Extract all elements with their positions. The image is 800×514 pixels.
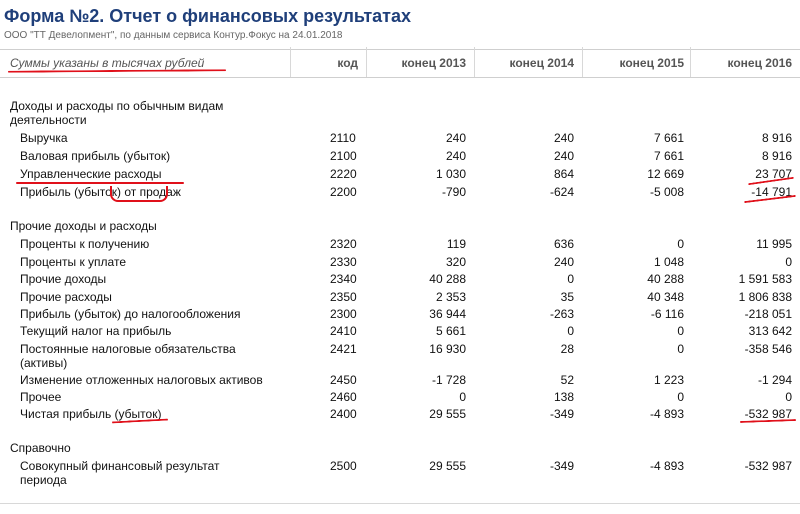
row-label: Проценты к получению xyxy=(20,237,150,251)
column-separator xyxy=(366,47,367,77)
units-note: Суммы указаны в тысячах рублей xyxy=(10,56,205,70)
value-2013: 5 661 xyxy=(435,324,466,338)
value-2016: -1 294 xyxy=(757,373,792,387)
row-code: 2330 xyxy=(330,255,357,269)
table-bottom-rule xyxy=(0,503,800,504)
value-2016: -14 791 xyxy=(751,185,792,199)
column-separator xyxy=(474,47,475,77)
value-2016: 23 707 xyxy=(755,167,792,181)
row-label: Изменение отложенных налоговых активов xyxy=(20,373,263,387)
row-code: 2460 xyxy=(330,390,357,404)
value-2013: -1 728 xyxy=(431,373,466,387)
value-2016: -358 546 xyxy=(744,342,792,356)
value-2015: 0 xyxy=(677,237,684,251)
value-2014: -624 xyxy=(549,185,574,199)
value-2016: -218 051 xyxy=(744,307,792,321)
value-2014: 240 xyxy=(553,255,574,269)
report-title: Форма №2. Отчет о финансовых результатах xyxy=(4,6,412,26)
loss-from-sales-bracket-mark xyxy=(110,186,168,202)
value-2014: 636 xyxy=(553,237,574,251)
row-label: Прибыль (убыток) до налогообложения xyxy=(20,307,241,321)
header-top-rule xyxy=(0,49,800,50)
value-2015: 40 348 xyxy=(647,290,684,304)
value-2014: -349 xyxy=(549,407,574,421)
value-2013: 0 xyxy=(459,390,466,404)
value-2013: 1 030 xyxy=(435,167,466,181)
column-header-2014: конец 2014 xyxy=(509,56,574,70)
value-2013: 36 944 xyxy=(429,307,466,321)
row-label: Текущий налог на прибыль xyxy=(20,324,172,338)
value-2015: -4 893 xyxy=(649,407,684,421)
value-2014: 240 xyxy=(553,131,574,145)
value-2016: 1 591 583 xyxy=(738,272,792,286)
value-2016: -532 987 xyxy=(744,407,792,421)
value-2013: 119 xyxy=(446,237,466,251)
row-code: 2220 xyxy=(330,167,357,181)
row-code: 2500 xyxy=(330,459,357,473)
row-label: Прибыль (убыток) от продаж xyxy=(20,185,181,199)
value-2014: 0 xyxy=(567,324,574,338)
value-2013: 320 xyxy=(445,255,466,269)
row-code: 2320 xyxy=(330,237,357,251)
column-separator xyxy=(290,47,291,77)
value-2013: 29 555 xyxy=(429,459,466,473)
value-2015: 0 xyxy=(677,390,684,404)
value-2015: -6 116 xyxy=(650,307,684,321)
row-label: Управленческие расходы xyxy=(20,167,162,181)
row-label: Выручка xyxy=(20,131,68,145)
value-2014: 52 xyxy=(560,373,574,387)
value-2016: 0 xyxy=(785,390,792,404)
value-2014: -263 xyxy=(549,307,574,321)
row-code: 2421 xyxy=(330,342,357,356)
value-2015: -4 893 xyxy=(649,459,684,473)
value-2015: 0 xyxy=(677,324,684,338)
value-2014: -349 xyxy=(549,459,574,473)
column-header-2016: конец 2016 xyxy=(727,56,792,70)
column-separator xyxy=(582,47,583,77)
value-2016: -532 987 xyxy=(744,459,792,473)
value-2016: 0 xyxy=(785,255,792,269)
column-separator xyxy=(690,47,691,77)
value-2013: 29 555 xyxy=(429,407,466,421)
value-2013: 16 930 xyxy=(429,342,466,356)
value-2016: 313 642 xyxy=(748,324,792,338)
row-code: 2350 xyxy=(330,290,357,304)
row-code: 2300 xyxy=(330,307,357,321)
value-2015: 7 661 xyxy=(653,131,684,145)
row-label: Чистая прибыль (убыток) xyxy=(20,407,162,421)
value-2014: 864 xyxy=(553,167,574,181)
value-2016: 11 995 xyxy=(756,237,792,251)
row-code: 2340 xyxy=(330,272,357,286)
row-label: Прочие доходы xyxy=(20,272,107,286)
value-2013: 240 xyxy=(445,131,466,145)
row-label: Прочее xyxy=(20,390,62,404)
row-code: 2450 xyxy=(330,373,357,387)
row-code: 2410 xyxy=(330,324,357,338)
value-2013: 240 xyxy=(445,149,466,163)
row-code: 2110 xyxy=(330,131,356,145)
value-2016: 8 916 xyxy=(761,149,792,163)
row-label: Прочие расходы xyxy=(20,290,112,304)
report-subtitle: ООО "ТТ Девелопмент", по данным сервиса Контур.Фокус на 24.01.2018 xyxy=(4,30,343,41)
value-2016: 1 806 838 xyxy=(738,290,792,304)
column-header-2015: конец 2015 xyxy=(619,56,684,70)
section-title: Справочно xyxy=(10,441,71,455)
row-code: 2100 xyxy=(330,149,357,163)
column-header-2013: конец 2013 xyxy=(401,56,466,70)
row-label: Проценты к уплате xyxy=(20,255,126,269)
column-header-code: код xyxy=(337,56,358,70)
row-code: 2200 xyxy=(330,185,357,199)
value-2015: 1 048 xyxy=(653,255,684,269)
row-code: 2400 xyxy=(330,407,357,421)
value-2014: 35 xyxy=(560,290,574,304)
value-2013: -790 xyxy=(441,185,466,199)
value-2015: 12 669 xyxy=(647,167,684,181)
value-2016: 8 916 xyxy=(761,131,792,145)
row-label: Совокупный финансовый результат периода xyxy=(20,459,220,487)
section-title: Доходы и расходы по обычным видам деятельности xyxy=(10,99,224,127)
value-2013: 40 288 xyxy=(429,272,466,286)
value-2015: 0 xyxy=(677,342,684,356)
admin-expenses-underline-mark xyxy=(16,182,184,184)
header-bottom-rule xyxy=(0,77,800,78)
value-2015: -5 008 xyxy=(649,185,684,199)
section-title: Прочие доходы и расходы xyxy=(10,219,157,233)
row-label: Валовая прибыль (убыток) xyxy=(20,149,171,163)
value-2015: 7 661 xyxy=(653,149,684,163)
row-label: Постоянные налоговые обязательства (активы) xyxy=(20,342,236,370)
value-2014: 0 xyxy=(567,272,574,286)
value-2014: 138 xyxy=(553,390,574,404)
value-2015: 1 223 xyxy=(653,373,684,387)
value-2014: 240 xyxy=(553,149,574,163)
value-2013: 2 353 xyxy=(435,290,466,304)
value-2015: 40 288 xyxy=(647,272,684,286)
value-2014: 28 xyxy=(560,342,574,356)
